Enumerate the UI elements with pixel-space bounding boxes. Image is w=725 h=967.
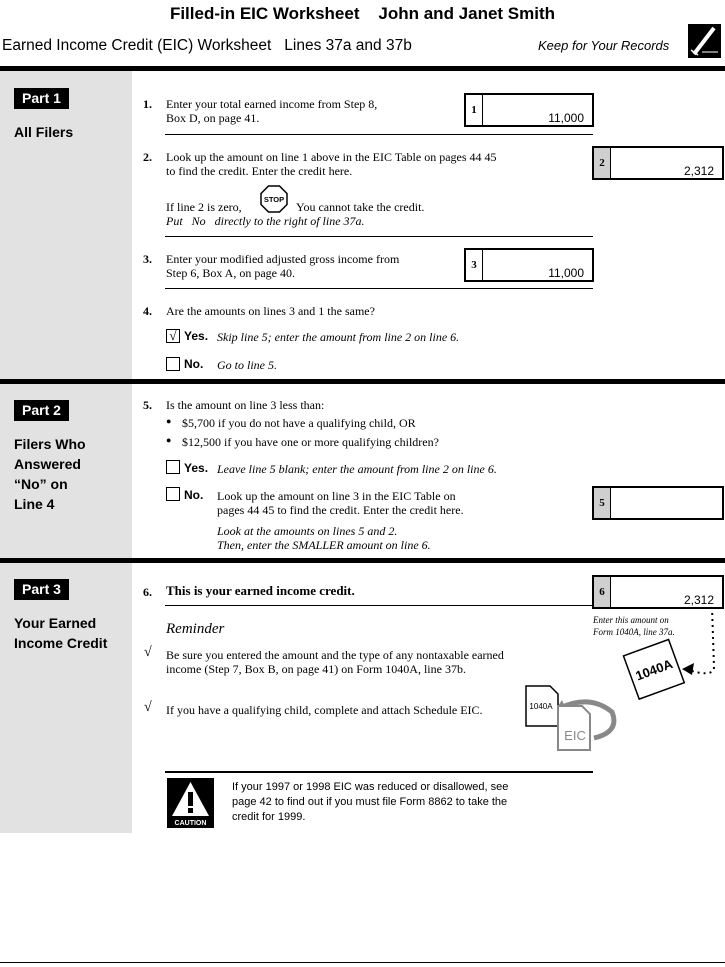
enter-amount-note: Enter this amount on Form 1040A, line 37a. (593, 615, 675, 637)
line6-number: 6. (143, 585, 152, 599)
line6-value: 2,312 (683, 593, 714, 607)
caution-word: CAUTION (174, 820, 207, 827)
line1-amount-field[interactable] (464, 93, 594, 127)
part3-sidebar (0, 563, 132, 833)
line5-yes-text: Leave line 5 blank; enter the amount from line 2 on line 6. (217, 462, 497, 476)
part1-sidebar (0, 71, 132, 379)
line4-text: Are the amounts on lines 3 and 1 the same? (166, 304, 375, 318)
line4-yes-label: Yes. (184, 329, 209, 343)
part1-side-text: All Filers (14, 124, 74, 140)
caution-rule (165, 771, 593, 773)
part3-label: Part 3 (14, 579, 69, 600)
line4-no-checkbox[interactable] (166, 357, 180, 371)
checkmark-icon: √ (144, 645, 152, 660)
line3-number: 3. (143, 252, 152, 266)
line4-no-text: Go to line 5. (217, 358, 277, 372)
line-separator (165, 605, 593, 606)
page-bottom-rule (0, 962, 725, 963)
line4-no-label: No. (184, 357, 204, 371)
keep-records-note: Keep for Your Records (538, 38, 670, 53)
line5-no-text: Look up the amount on line 3 in the EIC Table on pages 44 45 to find the credit. Enter the credit here. (217, 489, 464, 517)
line6-amount-field[interactable] (592, 575, 724, 609)
line2-amount-field[interactable] (592, 146, 724, 180)
bullet-icon: ● (166, 416, 172, 426)
line5-yes-label: Yes. (184, 461, 209, 475)
caution-icon (167, 778, 214, 828)
line3-box-number: 3 (466, 250, 483, 280)
worksheet-title: Filled-in EIC Worksheet John and Janet Smith (169, 4, 556, 23)
attach-schedule-graphic (524, 684, 619, 754)
line5-no-checkbox[interactable] (166, 487, 180, 501)
line3-value: 11,000 (548, 266, 584, 280)
line4-yes-text: Skip line 5; enter the amount from line 2 on line 6. (217, 330, 460, 344)
line2-text: Look up the amount on line 1 above in the EIC Table on pages 44 45 to find the credit. Enter the credit here. (166, 150, 497, 178)
line1-text: Enter your total earned income from Step 8, Box D, on page 41. (166, 97, 378, 125)
line5-compare-note: Look at the amounts on lines 5 and 2. Then, enter the SMALLER amount on line 6. (217, 524, 431, 552)
worksheet-subtitle: Earned Income Credit (EIC) Worksheet Lines 37a and 37b (2, 37, 412, 54)
caution-text: If your 1997 or 1998 EIC was reduced or disallowed, see page 42 to find out if you must file Form 8862 to take the credit for 1999. (232, 781, 509, 823)
line4-yes-checkbox[interactable]: √ (166, 329, 180, 343)
doc-eic-label: EIC (564, 728, 586, 743)
checkmark-icon: √ (144, 700, 152, 715)
line1-box-number: 1 (466, 95, 483, 125)
line1-number: 1. (143, 97, 152, 111)
line2-cannot-take: You cannot take the credit. (296, 200, 425, 214)
part3-side-text: Your Earned Income Credit (14, 615, 108, 651)
line5-number: 5. (143, 398, 152, 412)
line5-yes-checkbox[interactable] (166, 460, 180, 474)
line6-box-number: 6 (594, 577, 611, 607)
line2-zero-text: If line 2 is zero, (166, 200, 242, 214)
line5-no-label: No. (184, 488, 204, 502)
line1-value: 11,000 (548, 111, 584, 125)
part2-label: Part 2 (14, 400, 69, 421)
line5-amount-field[interactable] (592, 486, 724, 520)
stop-sign-text: STOP (263, 195, 285, 204)
reminder-heading: Reminder (166, 621, 225, 637)
line-separator (165, 288, 593, 289)
line6-text: This is your earned income credit. (166, 583, 355, 598)
line4-number: 4. (143, 304, 152, 318)
line3-amount-field[interactable] (464, 248, 594, 282)
doc-1040a-label: 1040A (529, 702, 553, 711)
line2-number: 2. (143, 150, 152, 164)
line3-text: Enter your modified adjusted gross income from Step 6, Box A, on page 40. (166, 252, 400, 280)
line2-box-number: 2 (594, 148, 611, 178)
part2-side-text: Filers Who Answered “No” on Line 4 (14, 436, 86, 512)
form-1040a-graphic (620, 605, 725, 710)
part1-label: Part 1 (14, 88, 69, 109)
line2-put-no: Put No directly to the right of line 37a. (166, 214, 365, 228)
stop-sign-icon (260, 185, 288, 213)
line5-bullet1: $5,700 if you do not have a qualifying child, OR (182, 416, 416, 430)
line5-box-number: 5 (594, 488, 611, 518)
bullet-icon: ● (166, 435, 172, 445)
line5-bullet2: $12,500 if you have one or more qualifying children? (182, 435, 439, 449)
reminder-item-2: If you have a qualifying child, complete and attach Schedule EIC. (166, 703, 483, 717)
pencil-logo-icon (688, 24, 721, 58)
reminder-item-1: Be sure you entered the amount and the type of any nontaxable earned income (Step 7, Box B, on page 41) on Form 1040A, line 37b. (166, 648, 504, 676)
line-separator (165, 236, 593, 237)
line2-value: 2,312 (683, 164, 714, 178)
form-1040a-label: 1040A (633, 656, 675, 684)
line-separator (165, 134, 593, 135)
line5-text: Is the amount on line 3 less than: (166, 398, 325, 412)
